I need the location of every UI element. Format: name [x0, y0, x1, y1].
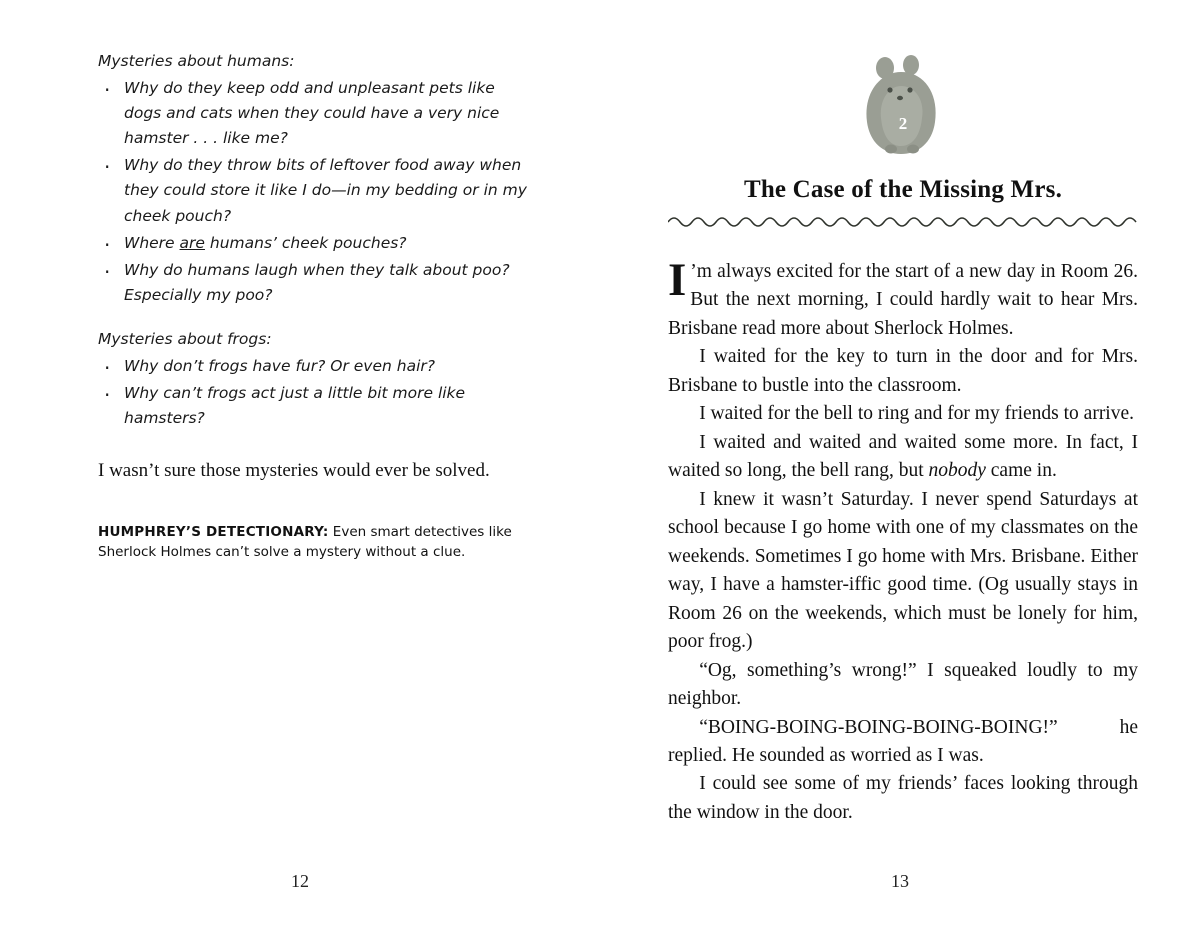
right-page: [600, 0, 1200, 940]
page-number-right: 13: [891, 871, 909, 891]
list-item: · Why do humans laugh when they talk about poo? Especially my poo?: [98, 258, 528, 308]
emphasis-are: are: [179, 233, 205, 252]
decorative-wave-divider: [668, 214, 1138, 232]
paragraph: [668, 254, 1138, 343]
list-item: · Why can’t frogs act just a little bit more like hamsters?: [98, 381, 528, 431]
paragraph: I could see some of my friends’ faces looking through the window in the door.: [668, 773, 1138, 823]
list-item: · Why do they throw bits of leftover food away when they could store it like I do—in my bedding or in my cheek pouch?: [98, 153, 528, 228]
paragraph: I waited and waited and waited some more. In fact, I waited so long, the bell rang, but nobody came in.: [668, 431, 1138, 482]
paragraph: I waited for the bell to ring and for my friends to arrive.: [699, 403, 1135, 425]
mysteries-humans-list: [98, 76, 528, 308]
list-item: · Why don’t frogs have fur? Or even hair?: [98, 354, 528, 379]
list-item: · Why do they keep odd and unpleasant pets like dogs and cats when they could have a very nice hamster . . . like me?: [98, 76, 528, 151]
mysteries-frogs-heading: Mysteries about frogs:: [98, 329, 272, 348]
emphasis-nobody: nobody: [928, 460, 986, 482]
paragraph: “Og, something’s wrong!” I squeaked loudly to my neighbor.: [668, 659, 1138, 710]
chapter-body: [668, 254, 1138, 827]
list-item: · Where are humans’ cheek pouches?: [98, 231, 528, 256]
paragraph: I knew it wasn’t Saturday. I never spend Saturdays at school because I go home with one of my classmates on the weekends. Sometimes I go home with Mrs. Brisbane. Either way, I have a hamster-iffic good time. (Og usually stays in Room 26 on the weekends, which must be lonely for him, poor frog.): [668, 488, 1138, 653]
chapter-number: 2: [898, 114, 908, 133]
mysteries-frogs-list: [98, 354, 528, 431]
closing-line: I wasn’t sure those mysteries would ever be solved.: [98, 460, 490, 482]
detectionary-text: Even smart detectives like Sherlock Holmes can’t solve a mystery without a clue.: [98, 523, 512, 561]
detectionary-note: [98, 522, 518, 563]
chapter-title: The Case of the Missing Mrs.: [743, 176, 1063, 203]
paragraph-text: ’m always excited for the start of a new day in Room 26. But the next morning, I could hardly wait to hear Mrs. Brisbane read more about Sherlock Holmes.: [668, 261, 1138, 339]
hamster-illustration: [668, 52, 1138, 170]
mysteries-humans-heading: Mysteries about humans:: [98, 52, 295, 70]
drop-cap: I: [668, 254, 687, 306]
paragraph: “BOING-BOING-BOING-BOING-BOING!” he replied. He sounded as worried as I was.: [668, 716, 1138, 766]
page-number-left: 12: [291, 871, 309, 891]
detectionary-label: HUMPHREY’S DETECTIONARY:: [98, 523, 329, 540]
paragraph: I waited for the key to turn in the door and for Mrs. Brisbane to bustle into the classroom.: [668, 346, 1138, 396]
